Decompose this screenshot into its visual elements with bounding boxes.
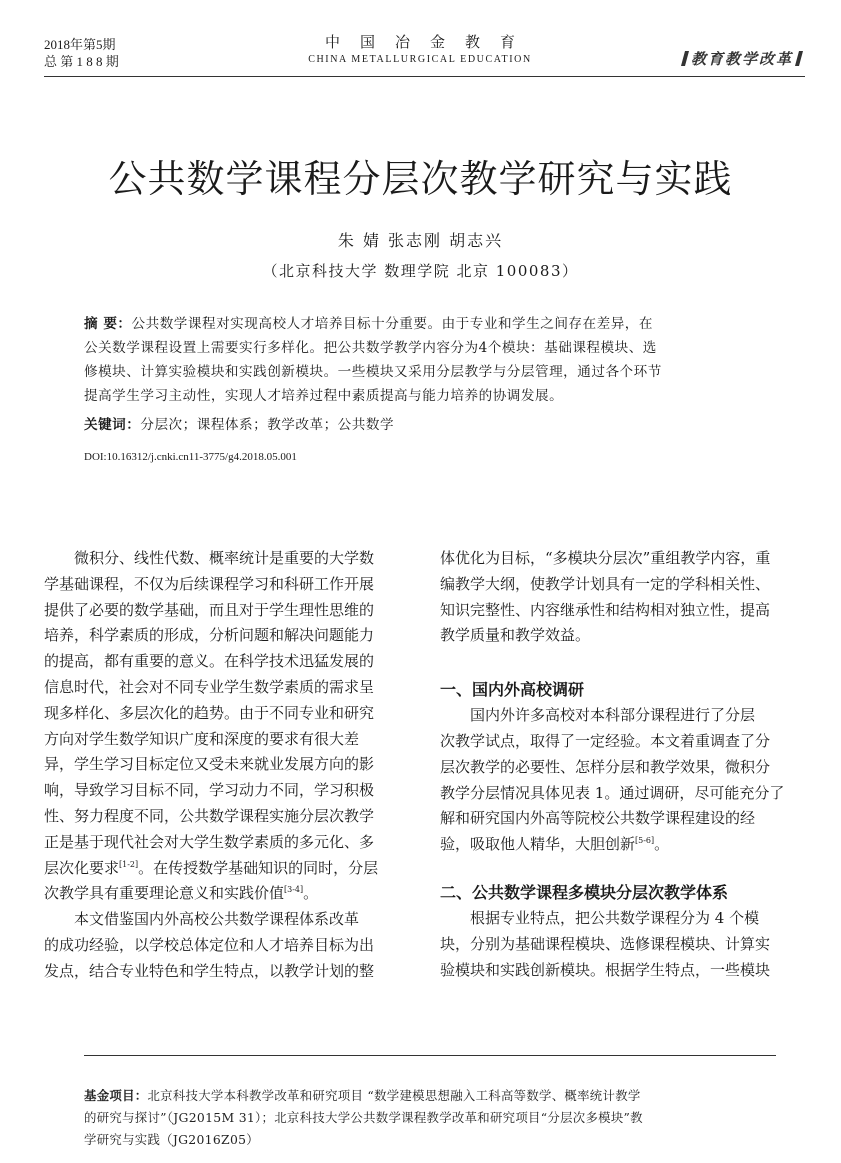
abstract xyxy=(84,312,784,408)
body-line: 教学质量和教学效益。 xyxy=(440,626,591,645)
body-text: 次教学具有重要理论意义和实践价值 xyxy=(44,884,285,903)
abstract-label: 摘 要： xyxy=(84,316,132,332)
body-line: 知识完整性、内容继承性和结构相对独立性，提高 xyxy=(440,600,771,619)
section-heading-2: 二、公共数学课程多模块分层次教学体系 xyxy=(440,882,729,902)
journal-name-cn: 中国冶金教育 xyxy=(324,33,535,51)
citation: [1-2] xyxy=(119,859,139,869)
body-text: 层次化要求 xyxy=(44,858,120,877)
keywords-text: 分层次；课程体系；教学改革；公共数学 xyxy=(140,417,395,433)
body-line: 块，分别为基础课程模块、选修课程模块、计算实 xyxy=(440,934,771,953)
issue-total: 总 第 1 8 8 期 xyxy=(44,54,119,69)
body-line: 国内外许多高校对本科部分课程进行了分层 xyxy=(440,706,756,725)
issue-year: 2018年第5期 xyxy=(44,37,116,52)
body-line: 现多样化、多层次化的趋势。由于不同专业和研究 xyxy=(44,703,375,722)
body-left-column xyxy=(44,546,416,985)
body-line: 教学分层情况具体见表 1。通过调研，尽可能充分了 xyxy=(440,783,785,802)
body-text: 。 xyxy=(654,835,670,854)
body-line: 根据专业特点，把公共数学课程分为 4 个模 xyxy=(440,908,760,927)
journal-name xyxy=(270,32,570,65)
footnote-line: 学研究与实践（JG2016Z05） xyxy=(84,1132,259,1147)
section-heading-1: 一、国内外高校调研 xyxy=(440,680,585,700)
authors: 朱 婧 张志刚 胡志兴 xyxy=(337,231,504,250)
body-line: 方向对学生数学知识广度和深度的要求有很大差 xyxy=(44,729,360,748)
body-text: 。 xyxy=(303,884,319,903)
body-text: 验，吸取他人精华，大胆创新 xyxy=(440,835,636,854)
abstract-line: 修模块、计算实验模块和实践创新模块。一些模块又采用分层教学与分层管理，通过各个环节 xyxy=(84,364,662,380)
column-label xyxy=(679,48,805,69)
header-rule xyxy=(44,76,805,77)
body-line: 解和研究国内外高等院校公共数学课程建设的经 xyxy=(440,809,756,828)
body-line: 培养，科学素质的形成，分析问题和解决问题能力 xyxy=(44,626,375,645)
column-bar-left xyxy=(681,51,689,66)
body-right-column xyxy=(440,546,812,983)
keywords-label: 关键词： xyxy=(84,417,141,433)
body-line: 异，学生学习目标定位又受未来就业发展方向的影 xyxy=(44,755,375,774)
keywords xyxy=(84,415,394,435)
body-line: 性、努力程度不同，公共数学课程实施分层次教学 xyxy=(44,806,375,825)
doi: DOI:10.16312/j.cnki.cn11-3775/g4.2018.05.001 xyxy=(84,451,297,463)
body-line xyxy=(44,856,416,882)
footnote xyxy=(84,1085,784,1151)
column-bar-right xyxy=(795,51,803,66)
body-line: 响，导致学习目标不同，学习动力不同，学习积极 xyxy=(44,781,375,800)
affiliation: （北京科技大学 数理学院 北京 100083） xyxy=(262,262,579,280)
body-line xyxy=(440,832,812,858)
footnote-label: 基金项目： xyxy=(84,1088,148,1103)
citation: [5-6] xyxy=(635,836,655,846)
body-line: 验模块和实践创新模块。根据学生特点，一些模块 xyxy=(440,960,771,979)
footnote-line: 的研究与探讨”（JG2015M 31）；北京科技大学公共数学课程教学改革和研究项目“分层次多模块”教 xyxy=(84,1110,643,1125)
body-line: 发点，结合专业特色和学生特点，以教学计划的整 xyxy=(44,961,375,980)
body-line: 学基础课程，不仅为后续课程学习和科研工作开展 xyxy=(44,574,375,593)
footnote-rule xyxy=(84,1055,776,1056)
body-text: 。在传授数学基础知识的同时，分层 xyxy=(138,858,379,877)
footnote-text: 北京科技大学本科教学改革和研究项目 “数学建模思想融入工科高等数学、概率统计教学 xyxy=(147,1088,641,1103)
footnote-line xyxy=(84,1085,784,1107)
abstract-text: 公共数学课程对实现高校人才培养目标十分重要。由于专业和学生之间存在差异，在 xyxy=(131,316,653,332)
body-line: 提供了必要的数学基础，而且对于学生理性思维的 xyxy=(44,600,375,619)
citation: [3-4] xyxy=(284,885,304,895)
body-line: 信息时代，社会对不同专业学生数学素质的需求呈 xyxy=(44,677,375,696)
body-line: 微积分、线性代数、概率统计是重要的大学数 xyxy=(44,549,375,567)
body-line: 体优化为目标，“多模块分层次”重组教学内容，重 xyxy=(440,549,771,567)
issue-info xyxy=(44,36,119,70)
article-title: 公共数学课程分层次教学研究与实践 xyxy=(108,157,733,201)
body-line: 正是基于现代社会对大学生数学素质的多元化、多 xyxy=(44,832,375,851)
abstract-line: 提高学生学习主动性，实现人才培养过程中素质提高与能力培养的协调发展。 xyxy=(84,388,564,404)
body-line: 的提高，都有重要的意义。在科学技术迅猛发展的 xyxy=(44,652,375,671)
abstract-line xyxy=(84,312,784,336)
body-line xyxy=(44,881,416,907)
column-text: 教育教学改革 xyxy=(690,50,793,68)
journal-name-en: CHINA METALLURGICAL EDUCATION xyxy=(308,54,532,65)
body-line: 本文借鉴国内外高校公共数学课程体系改革 xyxy=(44,910,360,929)
body-line: 的成功经验，以学校总体定位和人才培养目标为出 xyxy=(44,935,375,954)
body-line: 次教学试点，取得了一定经验。本文着重调查了分 xyxy=(440,731,771,750)
abstract-line: 公关数学课程设置上需要实行多样化。把公共数学教学内容分为4个模块：基础课程模块、选 xyxy=(84,340,657,356)
body-line: 层次教学的必要性、怎样分层和教学效果，微积分 xyxy=(440,757,771,776)
body-line: 编教学大纲，使教学计划具有一定的学科相关性、 xyxy=(440,574,771,593)
